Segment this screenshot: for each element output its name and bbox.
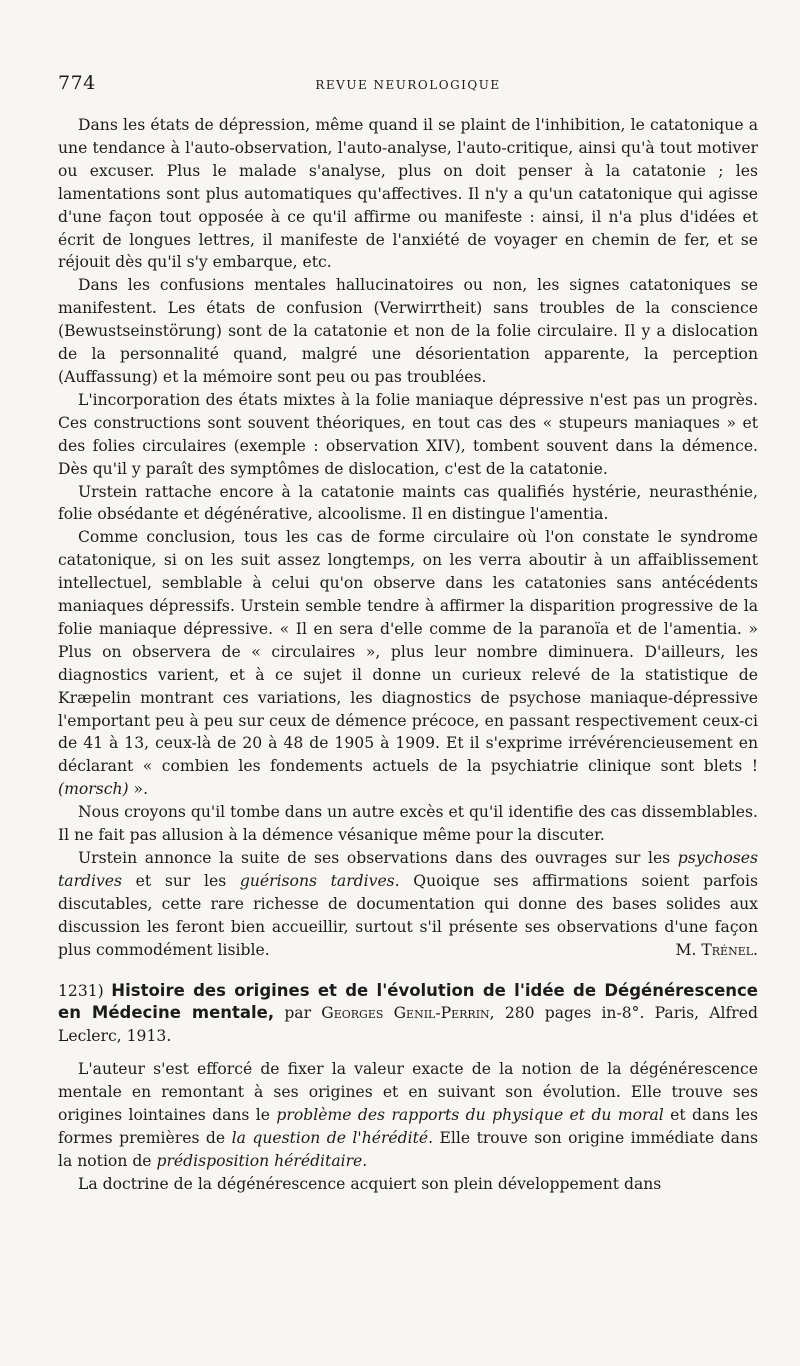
entry-paragraph — [58, 1058, 758, 1173]
page-header — [58, 72, 758, 94]
review-text: et sur les — [122, 871, 240, 890]
review-signature: M. Trénel. — [675, 940, 758, 959]
review-paragraph: Dans les états de dépression, même quand il se plaint de l'inhibition, le catatonique a une tendance à l'auto-observation, l'auto-analyse, l'auto-critique, ainsi qu'à tout motiver ou excuser. Plus le malade s'analyse, plus on doit penser à la catatonie ; les lamentations sont plus automatiques qu'affectives. Il n'y a qu'un catatonique qui agisse d'une façon tout opposée à ce qu'il affirme ou manifeste : ainsi, il n'a plus d'idées et écrit de longues lettres, il manifeste de l'anxiété de voyager en chemin de fer, et se réjouit dès qu'il s'y embarque, etc. — [58, 116, 758, 272]
entry-paragraph: La doctrine de la dégénérescence acquiert son plein développement dans — [78, 1174, 662, 1193]
entry-text: et dans les formes premières de — [58, 1106, 758, 1147]
italic-term: problème des rapports du physique et du moral — [276, 1106, 664, 1125]
entry-text: L'auteur s'est efforcé de fixer la valeur exacte de la notion de la dégénérescence mentale en remontant à ses origines et en suivant son évolution. Elle trouve ses origines lointaines dans le — [58, 1060, 758, 1125]
review-text: ». — [128, 780, 149, 799]
italic-term: prédisposition héréditaire — [156, 1151, 363, 1170]
review-paragraph: Nous croyons qu'il tombe dans un autre excès et qu'il identifie des cas dissemblables. Il ne fait pas allusion à la démence vésanique même pour la discuter. — [58, 803, 758, 845]
entry-heading — [58, 980, 758, 1049]
italic-term: (morsch) — [58, 780, 129, 799]
journal-page — [58, 72, 758, 1196]
review-body — [58, 114, 758, 962]
italic-term: la question de l'hérédité — [231, 1128, 429, 1147]
entry-title: Histoire des origines et de l'évolution de l'idée de Dégénérescence en Médecine mentale, — [58, 980, 758, 1023]
italic-term: psychoses tardives — [58, 849, 758, 890]
entry-body — [58, 1058, 758, 1195]
review-paragraph: Dans les confusions mentales hallucinatoires ou non, les signes catatoniques se manifestent. Les états de confusion (Verwirrtheit) sans troubles de la conscience (Bewustseinstörung) sont de la catatonie et non de la folie circulaire. Il y a dislocation de la personnalité quand, malgré une désorientation apparente, la perception (Auffassung) et la mémoire sont peu ou pas troublées. — [58, 276, 758, 386]
review-text: Urstein annonce la suite de ses observations dans des ouvrages sur les — [78, 849, 678, 867]
bibliography-entry — [58, 980, 758, 1196]
review-paragraph — [58, 847, 758, 962]
page-number: 774 — [58, 72, 96, 94]
entry-text: . Elle trouve son origine immédiate dans la notion de — [58, 1128, 758, 1170]
entry-text: . — [362, 1151, 368, 1170]
entry-number: 1231) — [58, 981, 104, 1000]
review-paragraph: Urstein rattache encore à la catatonie maints cas qualifiés hystérie, neurasthénie, folie obsédante et dégénérative, alcoolisme. Il en distingue l'amentia. — [58, 482, 758, 524]
italic-term: guérisons tardives — [239, 871, 395, 890]
review-paragraph: L'incorporation des états mixtes à la folie maniaque dépressive n'est pas un progrès. Ces constructions sont souvent théoriques, en tout cas des « stupeurs maniaques » et des folies circulaires (exemple : observation XIV), tombent souvent dans la démence. Dès qu'il y paraît des symptômes de dislocation, c'est de la catatonie. — [58, 390, 758, 478]
entry-by: par — [274, 1004, 322, 1023]
review-text: . Quoique ses affirmations soient parfois discutables, cette rare richesse de documentation qui donne des bases solides aux discussion les feront bien accueillir, surtout s'il présente ses observations d'une façon plus commodément lisible. — [58, 871, 758, 959]
entry-details: , 280 pages in-8°. Paris, Alfred Leclerc, 1913. — [58, 1004, 758, 1046]
entry-author: Georges Genil-Perrin — [321, 1004, 490, 1023]
running-title: REVUE NEUROLOGIQUE — [315, 78, 501, 92]
review-paragraph — [58, 526, 758, 801]
review-text: Comme conclusion, tous les cas de forme circulaire où l'on constate le syndrome catatonique, si on les suit assez longtemps, on les verra aboutir à un affaiblissement intellectuel, semblable à celui qu'on observe dans les catatonies sans antécédents maniaques dépressifs. Urstein semble tendre à affirmer la disparition progressive de la folie maniaque dépressive. « Il en sera d'elle comme de la paranoïa et de l'amentia. » Plus on observera de « circulaires », plus leur nombre diminuera. D'ailleurs, les diagnostics varient, et à ce sujet il donne un curieux relevé de la statistique de Kræpelin montrant ces variations, les diagnostics de psychose maniaque-dépressive l'emportant peu à peu sur ceux de démence précoce, en passant respectivement ceux-ci de 41 à 13, ceux-là de 20 à 48 de 1905 à 1909. Et il s'exprime irrévérencieusement en déclarant « combien les fondements actuels de la psychiatrie clinique sont blets ! — [58, 528, 758, 776]
